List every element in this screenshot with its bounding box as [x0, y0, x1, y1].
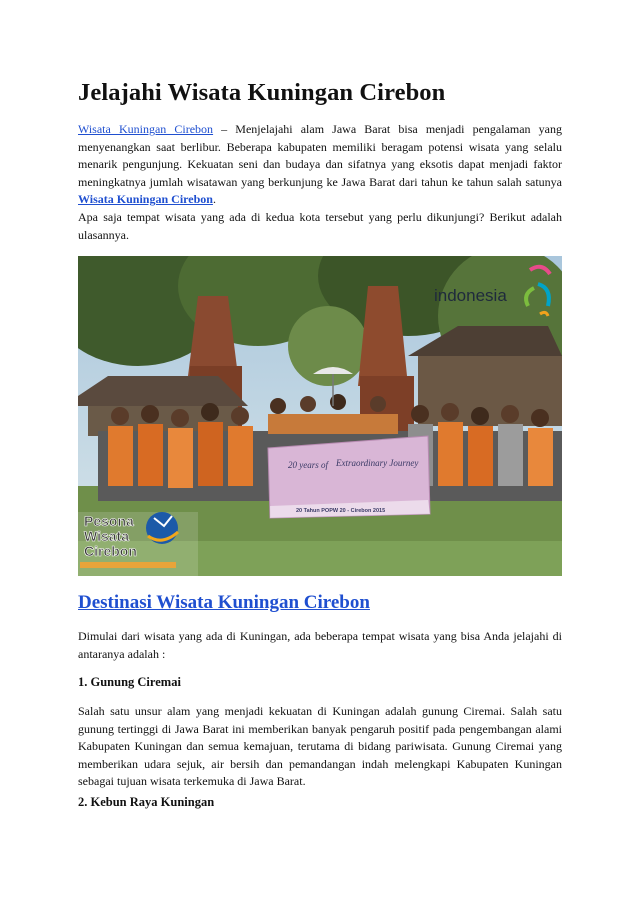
group-photo-illustration: [78, 256, 562, 576]
intro-end: .: [212, 192, 216, 207]
banner-line-2: Extraordinary Journey: [336, 458, 419, 468]
question-paragraph: Apa saja tempat wisata yang ada di kedua kota tersebut yang perlu dikunjungi? Berikut adalah ulasannya.: [78, 210, 562, 242]
intro-paragraph: [78, 121, 562, 209]
item-body-1: Salah satu unsur alam yang menjadi kekuatan di Kuningan adalah gunung Ciremai. Salah satu gunung tertinggi di Jawa Barat ini memberikan banyak pengaruh positif pada pengembangan alami Kabupaten Kuningan dan semua kemajuan, terutama di bidang pariwisata. Gunung Ciremai yang memberikan udara sejuk, air bersih dan pemandangan indah melengkapi Kabupaten Kuningan sebagai tujuan wisata terkemuka di Jawa Barat.: [78, 704, 562, 789]
section-intro: Dimulai dari wisata yang ada di Kuningan, ada beberapa tempat wisata yang bisa Anda jelajahi di antaranya adalah :: [78, 629, 562, 661]
banner-line-1: 20 years of: [288, 460, 328, 470]
intro-link[interactable]: Wisata Kuningan Cirebon: [78, 122, 214, 136]
brand-line-1: Pesona: [84, 513, 134, 529]
intro-text: – Menjelajahi alam Jawa Barat bisa menjadi pengalaman yang menyenangkan saat berlibur. Beberapa kabupaten memiliki beragam potensi wisata yang selalu menarik pengunjung. Kekuatan seni dan budaya dan sifatnya yang eksotis dapat menjadi faktor meningkatnya jumlah wisatawan yang berkunjung ke Jawa Barat dari tahun ke tahun salah satunya: [78, 122, 562, 189]
section-title[interactable]: Destinasi Wisata Kuningan Cirebon: [78, 592, 370, 613]
indonesia-logo: indonesia: [434, 286, 507, 305]
brand-line-2: Wisata: [84, 528, 130, 544]
banner-line-3: 20 Tahun POPW 20 - Cirebon 2015: [296, 508, 386, 514]
item-heading-1: 1. Gunung Ciremai: [78, 675, 181, 689]
group-photo: [78, 256, 562, 576]
brand-line-3: Cirebon: [84, 543, 137, 559]
article-title: Jelajahi Wisata Kuningan Cirebon: [78, 79, 446, 106]
intro-bold-link[interactable]: Wisata Kuningan Cirebon: [78, 192, 213, 207]
item-heading-2: 2. Kebun Raya Kuningan: [78, 795, 215, 809]
pesona-logo-icon: [146, 512, 178, 544]
